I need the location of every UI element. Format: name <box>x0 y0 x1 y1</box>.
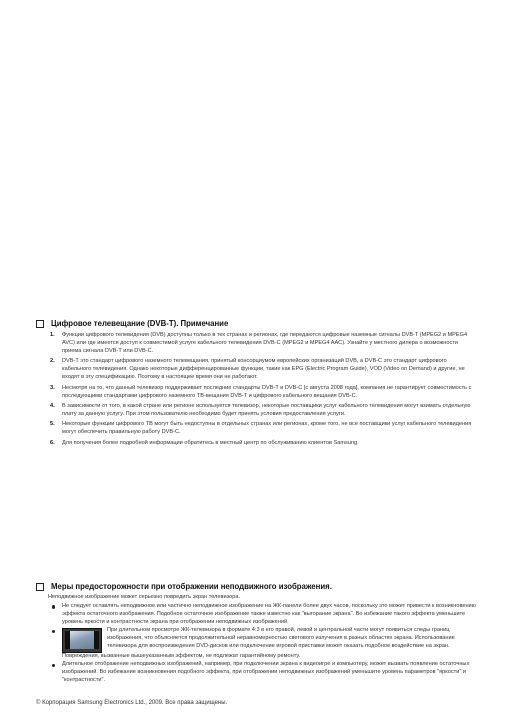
bullet-icon <box>52 664 55 667</box>
dvbt-notes-heading <box>36 319 476 328</box>
bullet-icon <box>52 630 55 633</box>
list-item <box>50 332 476 356</box>
still-image-section <box>36 582 476 686</box>
list-item <box>50 440 476 448</box>
item-number: 5. <box>50 421 55 428</box>
tv-screen-image <box>62 628 102 653</box>
item-text: Для получения более подробной информации обратитесь в местный центр по обслуживанию клиентов Samsung. <box>62 439 359 446</box>
checkbox-icon <box>36 320 44 328</box>
tv-picture <box>70 631 94 649</box>
list-item <box>50 661 476 685</box>
black-bar-right <box>94 631 99 649</box>
item-number: 2. <box>50 358 55 365</box>
list-item <box>50 627 476 660</box>
item-number: 4. <box>50 403 55 410</box>
dvbt-notes-list <box>36 332 476 448</box>
bullet-icon <box>52 605 55 608</box>
item-text: Несмотря на то, что данный телевизор поддерживает последние стандарты DVB-T и DVB-C [с августа 2008 года], компания не гарантирует совместимость с последующими стандартами цифрового наземного ТВ-вещания DVB-T и цифрового кабельного вещания DVB-C. <box>62 384 472 399</box>
item-text: Некоторые функции цифрового ТВ могут быть недоступны в отдельных странах или регионах, кроме того, не все поставщики услуг кабельного телевидения могут обеспечить правильную работу DVB-C. <box>62 421 472 436</box>
list-item <box>50 603 476 627</box>
item-text: DVB-T это стандарт цифрового наземного телевещания, принятый консорциумом европейских организаций DVB, а DVB-C это стандарт цифрового кабельного телевидения. Однако некоторые дифференцированные функции, такие как EPG (Electric Program Guide), VOD (Video on Demand) и другие, не входят в эту спецификацию. Поэтому в настоящее время они не работают. <box>62 358 465 381</box>
checkbox-icon <box>36 583 44 591</box>
bullet-text: Не следует оставлять неподвижное или частично неподвижное изображение на ЖК-панели более двух часов, поскольку это может привести к возникновению эффекта остаточного изображения. Подобное остаточное изображение также известно как "выгорание экрана". Во избежание такого эффекта уменьшите уровень яркости и контрастности экрана при отображении неподвижных изображений. <box>62 602 476 625</box>
item-number: 3. <box>50 384 55 391</box>
list-item <box>50 385 476 401</box>
item-text: В зависимости от того, в какой стране или регионе используется телевизор, некоторые поставщики услуг кабельного телевидения могут взимать отдельную плату за данную услугу. При этом пользователю необходимо будет принять условия предоставления услуги. <box>62 403 471 417</box>
list-item <box>50 403 476 419</box>
still-image-title: Меры предосторожности при отображении неподвижного изображения. <box>51 582 332 591</box>
bullet-with-image <box>62 627 476 653</box>
item-number: 6. <box>50 439 55 446</box>
still-image-intro: Неподвижное изображение может серьезно повредить экран телевизора. <box>48 594 241 600</box>
bullet-text: При длительном просмотре ЖК-телевизора в формате 4:3 в его правой, левой и центральной части могут появиться следы границ изображения, что объясняется продолжительной неравномерностью светового излучения в разных областях экрана. Использование телевизора для воспроизведения DVD-дисков или подключение игровой приставки может оказать подобное воздействие на экран. <box>107 627 455 650</box>
still-image-heading <box>36 582 476 591</box>
copyright-footer: © Корпорация Samsung Electronics Ltd., 2009. Все права защищены. <box>36 700 228 706</box>
dvbt-notes-title: Цифровое телевещание (DVB-T). Примечание <box>51 319 229 328</box>
item-text: Функции цифрового телевидения (DVB) доступны только в тех странах и регионах, где передаются цифровые наземные сигналы DVB-T (MPEG2 и MPEG4 AVC) или где имеется доступ к совместимой услуге кабельного телевидения DVB-C (MPEG2 и MPEG4 AAC). Узнайте у местного дилера о возможности приема сигнала DVB-T или DVB-C. <box>62 332 468 354</box>
dvbt-notes-section <box>36 319 476 450</box>
list-item <box>50 358 476 382</box>
bullet-text-continued: Повреждения, вызванные вышеуказанным эффектом, не подлежат гарантийному ремонту. <box>62 652 301 659</box>
bullet-text: Длительное отображение неподвижных изображений, например, при подключении экрана к видеоигре и компьютеру, может вызвать появление остаточных изображений. Во избежание возникновения подобного эффекта, при отображении неподвижных изображений уменьшите уровень параметров "яркости" и "контрастности". <box>62 661 470 684</box>
list-item <box>50 421 476 437</box>
item-number: 1. <box>50 332 55 338</box>
still-image-bullets <box>36 603 476 685</box>
